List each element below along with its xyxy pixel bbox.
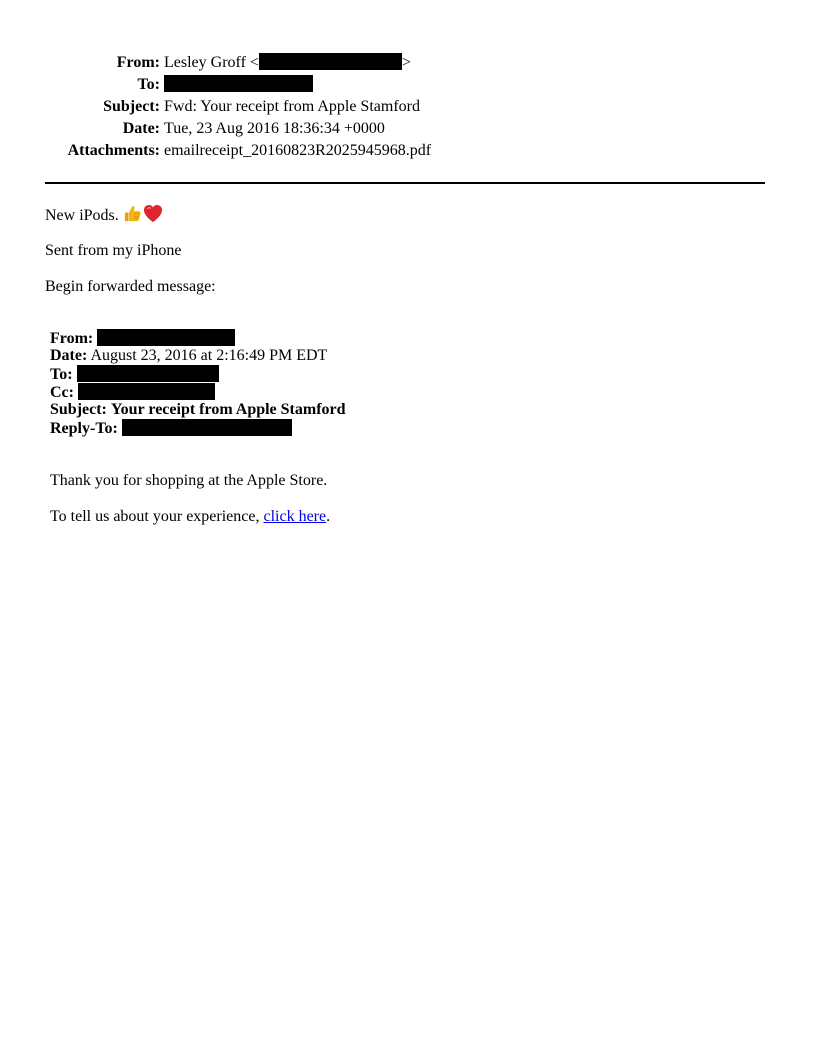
fwd-cc-label: Cc:: [50, 384, 74, 401]
email-header: [0, 52, 816, 162]
to-label: To:: [137, 76, 160, 93]
redacted-fwd-cc: [78, 383, 215, 400]
redacted-recipient: [164, 75, 313, 92]
header-divider: [45, 182, 765, 184]
header-to-row: [0, 74, 816, 96]
receipt-feedback: [50, 506, 330, 528]
fwd-to-row: [50, 365, 346, 383]
attachment-filename[interactable]: emailreceipt_20160823R2025945968.pdf: [164, 142, 432, 159]
from-name: Lesley Groff <: [164, 54, 259, 71]
redacted-email: [259, 53, 402, 70]
date-value: Tue, 23 Aug 2016 18:36:34 +0000: [164, 120, 385, 137]
redacted-fwd-from: [97, 329, 235, 346]
fwd-to-label: To:: [50, 366, 73, 383]
fwd-from-row: [50, 329, 346, 347]
fwd-date-label: Date:: [50, 347, 88, 364]
thumbs-up-icon: [123, 204, 142, 230]
fwd-date-value: August 23, 2016 at 2:16:49 PM EDT: [90, 347, 328, 364]
subject-label: Subject:: [103, 98, 160, 115]
feedback-link[interactable]: click here: [263, 508, 327, 525]
fwd-replyto-label: Reply-To:: [50, 420, 118, 437]
redacted-fwd-replyto: [122, 419, 292, 436]
fwd-cc-row: [50, 383, 346, 401]
feedback-suffix: .: [326, 508, 331, 525]
header-from-row: [0, 52, 816, 74]
subject-value: Fwd: Your receipt from Apple Stamford: [164, 98, 420, 115]
from-value: [164, 52, 411, 74]
header-subject-row: [0, 96, 816, 118]
fwd-replyto-row: [50, 419, 346, 437]
receipt-thanks: Thank you for shopping at the Apple Store.: [50, 472, 328, 489]
feedback-prefix: To tell us about your experience,: [50, 508, 264, 525]
message-line-3: Begin forwarded message:: [45, 278, 216, 295]
fwd-subject-label: Subject:: [50, 401, 107, 418]
to-value: [164, 74, 313, 96]
forwarded-header: [50, 329, 346, 437]
fwd-date-row: [50, 347, 346, 365]
from-close: >: [401, 54, 411, 71]
header-attachments-row: [0, 140, 816, 162]
fwd-subject-value: Your receipt from Apple Stamford: [110, 401, 346, 418]
header-date-row: [0, 118, 816, 140]
redacted-fwd-to: [77, 365, 219, 382]
message-text: New iPods.: [45, 207, 119, 224]
date-label: Date:: [122, 120, 160, 137]
fwd-from-label: From:: [50, 330, 94, 347]
attachments-label: Attachments:: [67, 142, 160, 159]
fwd-subject-row: [50, 401, 346, 419]
red-heart-icon: [143, 204, 163, 230]
from-label: From:: [116, 54, 160, 71]
message-line-2: Sent from my iPhone: [45, 242, 182, 259]
message-line-1: [45, 204, 163, 230]
